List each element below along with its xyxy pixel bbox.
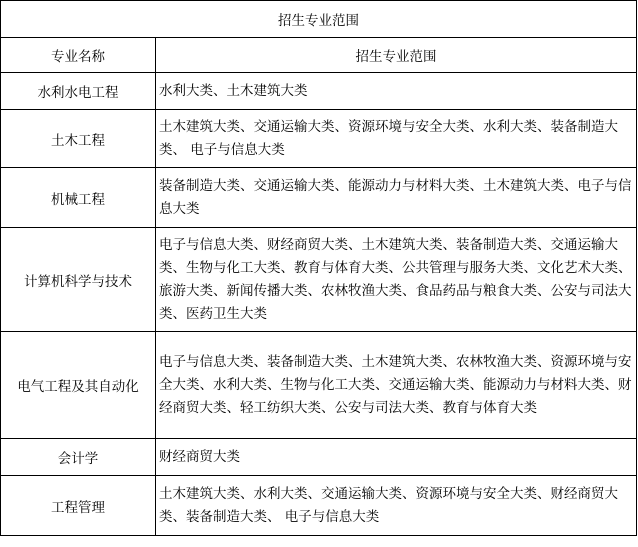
major-name-cell: 电气工程及其自动化 [1,332,156,439]
major-name-cell: 水利水电工程 [1,73,156,110]
enrollment-scope-cell: 水利大类、土木建筑大类 [156,73,637,110]
major-name-cell: 计算机科学与技术 [1,228,156,332]
header-major-name: 专业名称 [1,38,156,73]
table-row [1,228,637,332]
enrollment-scope-cell: 土木建筑大类、交通运输大类、资源环境与安全大类、水利大类、装备制造大类、 电子与信息大类 [156,110,637,168]
major-name-cell: 工程管理 [1,476,156,536]
enrollment-scope-cell: 电子与信息大类、财经商贸大类、土木建筑大类、装备制造大类、交通运输大类、生物与化工大类、教育与体育大类、公共管理与服务大类、文化艺术大类、旅游大类、新闻传播大类、农林牧渔大类、食品药品与粮食大类、公安与司法大类、医药卫生大类 [156,228,637,332]
table-title-row [1,1,637,38]
enrollment-scope-cell: 土木建筑大类、水利大类、交通运输大类、资源环境与安全大类、财经商贸大类、装备制造大类、 电子与信息大类 [156,476,637,536]
header-enrollment-scope: 招生专业范围 [156,38,637,73]
table-row [1,476,637,536]
enrollment-scope-cell: 财经商贸大类 [156,439,637,476]
enrollment-scope-cell: 电子与信息大类、装备制造大类、土木建筑大类、农林牧渔大类、资源环境与安全大类、水利大类、生物与化工大类、交通运输大类、能源动力与材料大类、财经商贸大类、轻工纺织大类、公安与司法大类、教育与体育大类 [156,332,637,439]
major-name-cell: 会计学 [1,439,156,476]
table-row [1,110,637,168]
table-row [1,168,637,228]
table-row [1,332,637,439]
major-name-cell: 机械工程 [1,168,156,228]
table-header-row [1,38,637,73]
table-row [1,73,637,110]
table-row [1,439,637,476]
major-name-cell: 土木工程 [1,110,156,168]
enrollment-scope-cell: 装备制造大类、交通运输大类、能源动力与材料大类、土木建筑大类、电子与信息大类 [156,168,637,228]
table-title: 招生专业范围 [1,1,637,38]
